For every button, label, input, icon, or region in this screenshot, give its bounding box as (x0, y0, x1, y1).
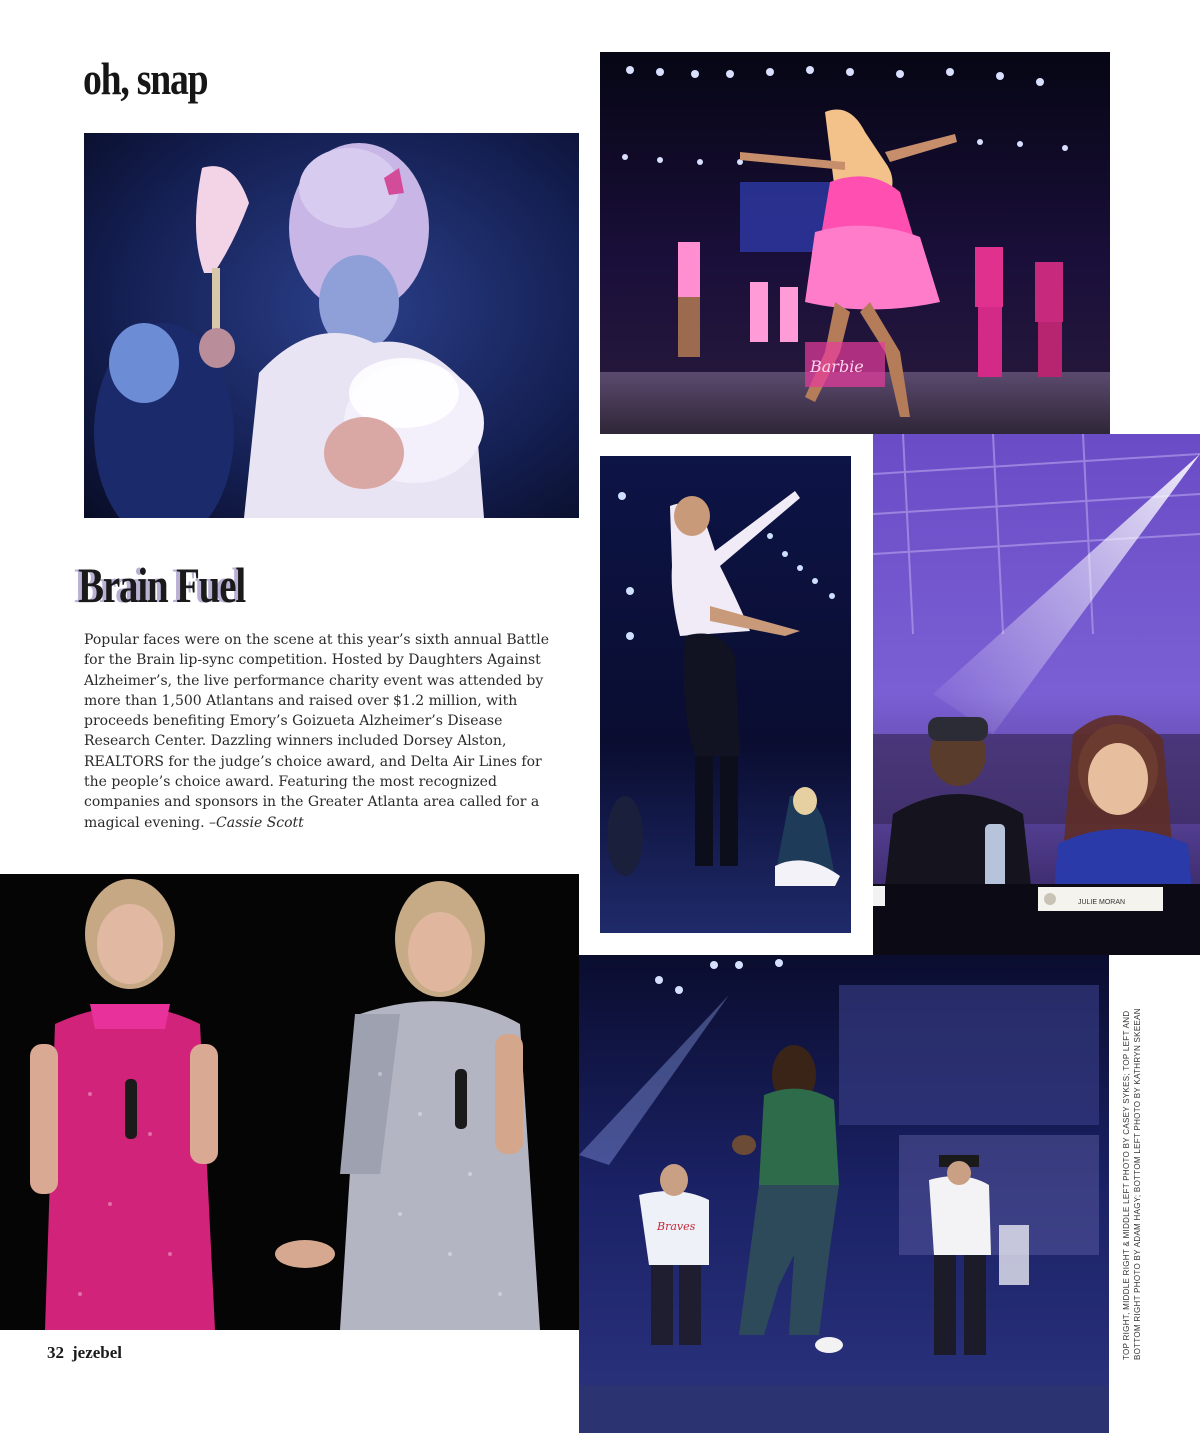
barbie-sign: Barbie (810, 357, 864, 376)
article-body-text: Popular faces were on the scene at this year’s sixth annual Battle for the Brain lip-sync competition. Hosted by Daughters Against Alzheimer’s, the live performance charity event was attended by more than 1,500 Atlantans and raised over $1.2 million, with proceeds benefiting Emory’s Goizueta Alzheimer’s Disease Research Center. Dazzling winners included Dorsey Alston, REALTORS for the judge’s choice award, and Delta Air Lines for the people’s choice award. Featuring the most recognized companies and sponsors in the Greater Atlanta area called for a magical evening. (84, 632, 550, 831)
article-headline: Brain Fuel (78, 557, 246, 613)
photo-hosts (0, 874, 579, 1330)
judge-nameplate: JULIE MORAN (1078, 899, 1126, 906)
jersey-text: Braves (657, 1220, 696, 1233)
magazine-name: jezebel (72, 1343, 123, 1362)
article-body (84, 630, 554, 833)
photo-drag-performer (84, 133, 579, 518)
photo-dance-performance (579, 955, 1109, 1433)
photo-judges-table (873, 434, 1200, 955)
article-byline: –Cassie Scott (209, 814, 304, 831)
photo-barbie-stage (600, 52, 1110, 434)
page-folio (47, 1343, 130, 1363)
section-title: oh, snap (83, 53, 208, 104)
photo-dance-lift (600, 456, 851, 933)
photo-credit-line1: TOP RIGHT, MIDDLE RIGHT & MIDDLE LEFT PHOTO BY CASEY SYKES; TOP LEFT AND (1122, 1010, 1131, 1360)
photo-credit-line2: BOTTOM RIGHT PHOTO BY ADAM HAGY; BOTTOM LEFT PHOTO BY KATHRYN SKEEAN (1133, 1008, 1142, 1360)
page-number: 32 (47, 1343, 64, 1362)
photo-credit (1121, 990, 1143, 1360)
